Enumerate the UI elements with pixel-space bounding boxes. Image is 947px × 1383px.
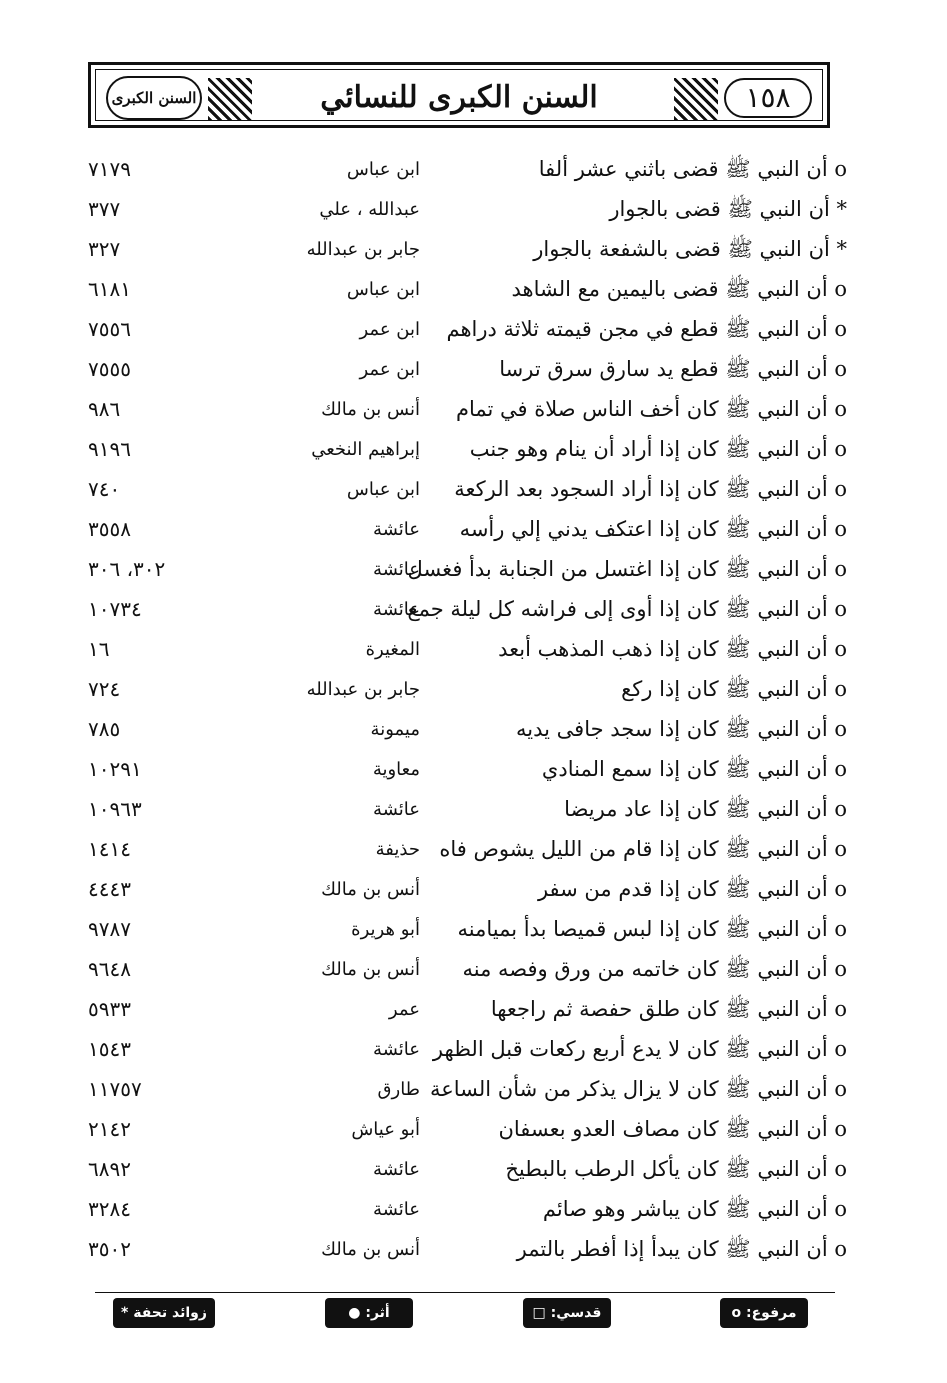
list-item xyxy=(0,552,947,592)
legend-zawaid: زوائد تحفة * xyxy=(113,1298,215,1328)
hadith-text: o أن النبي ﷺ كان يبدأ إذا أفطر بالتمر xyxy=(516,1237,847,1261)
narrator-name: ابن عباس xyxy=(346,279,420,300)
hadith-numbers: ٧٥٥٦ xyxy=(88,317,131,341)
legend-marfu: مرفوع: o xyxy=(720,1298,808,1328)
hadith-text: o أن النبي ﷺ كان طلق حفصة ثم راجعها xyxy=(490,997,847,1021)
hadith-text: o أن النبي ﷺ كان يباشر وهو صائم xyxy=(542,1197,847,1221)
hadith-text: o أن النبي ﷺ قطع يد سارق سرق ترسا xyxy=(499,357,847,381)
list-item xyxy=(0,152,947,192)
hadith-numbers: ٤٤٤٣ xyxy=(88,877,131,901)
narrator-name: عائشة xyxy=(373,1039,420,1060)
list-item xyxy=(0,1072,947,1112)
hadith-numbers: ٧٥٥٥ xyxy=(88,357,131,381)
hadith-numbers: ٣٧٧ xyxy=(88,197,121,221)
hadith-numbers: ٣٢٧ xyxy=(88,237,121,261)
hadith-numbers: ٩١٩٦ xyxy=(88,437,131,461)
hadith-numbers: ٢١٤٢ xyxy=(88,1117,131,1141)
hadith-text: o أن النبي ﷺ كان أخف الناس صلاة في تمام xyxy=(455,397,847,421)
narrator-name: ابن عباس xyxy=(346,159,420,180)
narrator-name: عائشة xyxy=(373,1199,420,1220)
hadith-text: o أن النبي ﷺ قضى باليمين مع الشاهد xyxy=(511,277,847,301)
footer-divider xyxy=(95,1292,835,1293)
narrator-name: ابن عباس xyxy=(346,479,420,500)
narrator-name: أبو عياش xyxy=(351,1119,420,1140)
hadith-numbers: ١٥٤٣ xyxy=(88,1037,131,1061)
page-header xyxy=(88,62,830,128)
list-item xyxy=(0,872,947,912)
list-item xyxy=(0,1112,947,1152)
narrator-name: عائشة xyxy=(373,1159,420,1180)
hadith-text: o أن النبي ﷺ كان إذا ركع xyxy=(621,677,847,701)
hadith-text: o أن النبي ﷺ كان لا يدع أربع ركعات قبل الظهر xyxy=(432,1037,847,1061)
list-item xyxy=(0,472,947,512)
hadith-text: * أن النبي ﷺ قضى بالشفعة بالجوار xyxy=(533,237,847,261)
narrator-name: أنس بن مالك xyxy=(321,1239,420,1260)
list-item xyxy=(0,392,947,432)
hadith-numbers: ٦٨٩٢ xyxy=(88,1157,131,1181)
list-item xyxy=(0,192,947,232)
legend-qudsi: قدسي: □ xyxy=(523,1298,611,1328)
hadith-text: * أن النبي ﷺ قضى بالجوار xyxy=(609,197,847,221)
list-item xyxy=(0,792,947,832)
narrator-name: عائشة xyxy=(373,519,420,540)
hadith-numbers: ١٤١٤ xyxy=(88,837,131,861)
hadith-numbers: ١٦ xyxy=(88,637,110,661)
narrator-name: أبو هريرة xyxy=(351,919,420,940)
hadith-numbers: ٦١٨١ xyxy=(88,277,131,301)
list-item xyxy=(0,632,947,672)
hadith-text: o أن النبي ﷺ كان لا يزال يذكر من شأن الساعة xyxy=(429,1077,847,1101)
list-item xyxy=(0,592,947,632)
page-title: السنن الكبرى للنسائي xyxy=(320,80,598,115)
hadith-text: o أن النبي ﷺ كان مصاف العدو بعسفان xyxy=(498,1117,847,1141)
hadith-numbers: ٩٨٦ xyxy=(88,397,121,421)
narrator-name: أنس بن مالك xyxy=(321,399,420,420)
list-item xyxy=(0,912,947,952)
narrator-name: عائشة xyxy=(373,799,420,820)
narrator-name: ابن عمر xyxy=(359,359,420,380)
hadith-text: o أن النبي ﷺ كان يأكل الرطب بالبطيخ xyxy=(505,1157,847,1181)
hadith-numbers: ٩٧٨٧ xyxy=(88,917,131,941)
narrator-name: حذيفة xyxy=(375,839,420,860)
hadith-text: o أن النبي ﷺ كان إذا أراد أن ينام وهو جنب xyxy=(469,437,847,461)
legend-athar: أثر: ● xyxy=(325,1298,413,1328)
hadith-text: o أن النبي ﷺ كان إذا سجد جافى يديه xyxy=(516,717,847,741)
hadith-numbers: ٣٢٨٤ xyxy=(88,1197,131,1221)
hadith-text: o أن النبي ﷺ كان إذا سمع المنادي xyxy=(541,757,847,781)
hadith-text: o أن النبي ﷺ كان إذا اعتكف يدني إلي رأسه xyxy=(459,517,847,541)
hadith-numbers: ٧٢٤ xyxy=(88,677,121,701)
hadith-numbers: ١٠٧٣٤ xyxy=(88,597,142,621)
list-item xyxy=(0,712,947,752)
hadith-text: o أن النبي ﷺ كان إذا أراد السجود بعد الركعة xyxy=(454,477,847,501)
list-item xyxy=(0,312,947,352)
list-item xyxy=(0,512,947,552)
list-item xyxy=(0,952,947,992)
hadith-text: o أن النبي ﷺ كان إذا قدم من سفر xyxy=(537,877,847,901)
hadith-numbers: ٥٩٣٣ xyxy=(88,997,131,1021)
narrator-name: أنس بن مالك xyxy=(321,879,420,900)
hadith-text: o أن النبي ﷺ كان خاتمه من ورق وفصه منه xyxy=(462,957,847,981)
hadith-numbers: ٧٤٠ xyxy=(88,477,121,501)
narrator-name: عمر xyxy=(388,999,420,1020)
hadith-numbers: ١١٧٥٧ xyxy=(88,1077,142,1101)
narrator-name: معاوية xyxy=(372,759,420,780)
hadith-numbers: ٣٥٠٢ xyxy=(88,1237,131,1261)
list-item xyxy=(0,752,947,792)
hadith-numbers: ١٠٢٩١ xyxy=(88,757,142,781)
list-item xyxy=(0,1032,947,1072)
list-item xyxy=(0,232,947,272)
hadith-text: o أن النبي ﷺ كان إذا عاد مريضا xyxy=(564,797,847,821)
hadith-numbers: ٧١٧٩ xyxy=(88,157,131,181)
list-item xyxy=(0,992,947,1032)
hadith-numbers: ٩٦٤٨ xyxy=(88,957,131,981)
hadith-numbers: ٧٨٥ xyxy=(88,717,121,741)
hadith-text: o أن النبي ﷺ كان إذا أوى إلى فراشه كل ليلة جمع xyxy=(407,597,847,621)
narrator-name: المغيرة xyxy=(365,639,420,660)
hadith-text: o أن النبي ﷺ كان إذا لبس قميصا بدأ بميامنه xyxy=(457,917,847,941)
narrator-name: أنس بن مالك xyxy=(321,959,420,980)
hadith-text: o أن النبي ﷺ كان إذا ذهب المذهب أبعد xyxy=(498,637,847,661)
book-logo: السنن الكبرى xyxy=(106,76,202,120)
list-item xyxy=(0,1232,947,1272)
hadith-numbers: ١٠٩٦٣ xyxy=(88,797,142,821)
list-item xyxy=(0,672,947,712)
hadith-numbers: ٣٠٢، ٣٠٦ xyxy=(88,557,166,581)
narrator-name: جابر بن عبدالله xyxy=(306,679,420,700)
hadith-text: o أن النبي ﷺ كان إذا قام من الليل يشوص فاه xyxy=(439,837,847,861)
header-frame xyxy=(95,69,823,121)
narrator-name: عائشة xyxy=(373,599,420,620)
list-item xyxy=(0,352,947,392)
list-item xyxy=(0,1192,947,1232)
narrator-name: عبدالله ، علي xyxy=(319,199,420,220)
hadith-text: o أن النبي ﷺ كان إذا اغتسل من الجنابة بدأ فغسل xyxy=(407,557,847,581)
narrator-name: طارق xyxy=(377,1079,420,1100)
list-item xyxy=(0,1152,947,1192)
page-number: ١٥٨ xyxy=(724,78,812,118)
narrator-name: عائشة xyxy=(373,559,420,580)
list-item xyxy=(0,272,947,312)
narrator-name: ميمونة xyxy=(370,719,420,740)
list-item xyxy=(0,832,947,872)
list-item xyxy=(0,432,947,472)
narrator-name: إبراهيم النخعي xyxy=(311,439,420,460)
narrator-name: ابن عمر xyxy=(359,319,420,340)
hadith-numbers: ٣٥٥٨ xyxy=(88,517,131,541)
hadith-text: o أن النبي ﷺ قضى باثني عشر ألفا xyxy=(538,157,847,181)
hadith-text: o أن النبي ﷺ قطع في مجن قيمته ثلاثة دراهم xyxy=(446,317,847,341)
narrator-name: جابر بن عبدالله xyxy=(306,239,420,260)
